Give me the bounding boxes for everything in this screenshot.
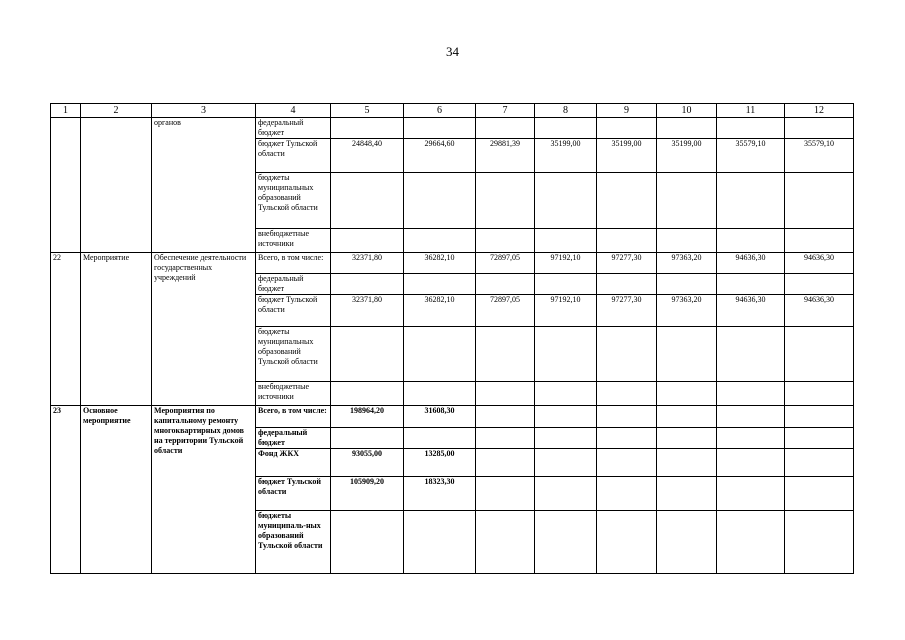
value-cell — [404, 428, 476, 449]
value-cell: 35579,10 — [785, 139, 854, 173]
value-cell — [657, 511, 717, 574]
value-cell — [331, 118, 404, 139]
value-cell — [331, 229, 404, 253]
value-cell — [331, 173, 404, 229]
funding-source-cell: бюджет Тульской области — [256, 477, 331, 511]
value-cell — [657, 449, 717, 477]
value-cell — [657, 428, 717, 449]
value-cell — [331, 382, 404, 406]
value-cell — [476, 449, 535, 477]
row-number-cell: 22 — [51, 253, 81, 406]
value-cell — [476, 229, 535, 253]
value-cell: 94636,30 — [717, 295, 785, 327]
value-cell — [476, 511, 535, 574]
value-cell — [717, 118, 785, 139]
value-cell — [404, 274, 476, 295]
value-cell — [657, 118, 717, 139]
value-cell — [535, 449, 597, 477]
value-cell — [785, 428, 854, 449]
value-cell: 72897,05 — [476, 295, 535, 327]
row-name-cell: органов — [152, 118, 256, 253]
col-header: 6 — [404, 104, 476, 118]
funding-source-cell: федеральный бюджет — [256, 428, 331, 449]
value-cell: 36282,10 — [404, 295, 476, 327]
value-cell — [785, 406, 854, 428]
value-cell — [717, 406, 785, 428]
funding-source-cell: Всего, в том числе: — [256, 406, 331, 428]
value-cell — [717, 274, 785, 295]
value-cell: 35199,00 — [597, 139, 657, 173]
value-cell — [597, 229, 657, 253]
value-cell: 97277,30 — [597, 253, 657, 274]
row-type-cell: Мероприятие — [81, 253, 152, 406]
value-cell: 18323,30 — [404, 477, 476, 511]
value-cell — [597, 511, 657, 574]
value-cell: 35199,00 — [657, 139, 717, 173]
value-cell: 94636,30 — [785, 253, 854, 274]
funding-source-cell: Фонд ЖКХ — [256, 449, 331, 477]
table-row — [51, 118, 854, 139]
col-header: 10 — [657, 104, 717, 118]
value-cell — [404, 118, 476, 139]
value-cell — [785, 118, 854, 139]
value-cell: 29881,39 — [476, 139, 535, 173]
value-cell — [404, 229, 476, 253]
value-cell: 31608,30 — [404, 406, 476, 428]
value-cell — [657, 382, 717, 406]
col-header: 3 — [152, 104, 256, 118]
value-cell: 94636,30 — [717, 253, 785, 274]
value-cell — [597, 449, 657, 477]
value-cell — [535, 428, 597, 449]
col-header: 8 — [535, 104, 597, 118]
value-cell — [535, 327, 597, 382]
value-cell — [597, 477, 657, 511]
value-cell — [404, 173, 476, 229]
value-cell — [535, 382, 597, 406]
value-cell — [717, 173, 785, 229]
value-cell — [597, 173, 657, 229]
value-cell: 24848,40 — [331, 139, 404, 173]
value-cell — [717, 449, 785, 477]
value-cell: 97363,20 — [657, 253, 717, 274]
value-cell: 36282,10 — [404, 253, 476, 274]
budget-table — [50, 103, 854, 574]
value-cell — [476, 327, 535, 382]
value-cell — [535, 477, 597, 511]
value-cell — [785, 382, 854, 406]
value-cell — [331, 274, 404, 295]
row-name-cell: Мероприятия по капитальному ремонту многоквартирных домов на территории Тульской области — [152, 406, 256, 574]
col-header: 5 — [331, 104, 404, 118]
funding-source-cell: бюджеты муниципальных образований Тульской области — [256, 327, 331, 382]
row-number-cell: 23 — [51, 406, 81, 574]
value-cell: 29664,60 — [404, 139, 476, 173]
value-cell — [331, 511, 404, 574]
value-cell — [657, 406, 717, 428]
value-cell — [717, 229, 785, 253]
value-cell: 35579,10 — [717, 139, 785, 173]
value-cell: 94636,30 — [785, 295, 854, 327]
table-row — [51, 253, 854, 274]
value-cell — [597, 428, 657, 449]
value-cell — [476, 274, 535, 295]
value-cell — [717, 428, 785, 449]
value-cell: 93055,00 — [331, 449, 404, 477]
funding-source-cell: федеральный бюджет — [256, 118, 331, 139]
value-cell — [331, 428, 404, 449]
value-cell — [657, 173, 717, 229]
value-cell: 32371,80 — [331, 295, 404, 327]
value-cell — [404, 511, 476, 574]
page-number: 34 — [446, 44, 459, 59]
value-cell — [331, 327, 404, 382]
col-header: 1 — [51, 104, 81, 118]
row-number-cell — [51, 118, 81, 253]
value-cell — [657, 327, 717, 382]
value-cell — [717, 477, 785, 511]
funding-source-cell: федеральный бюджет — [256, 274, 331, 295]
row-name-cell: Обеспечение деятельности государственных учреждений — [152, 253, 256, 406]
value-cell: 13285,00 — [404, 449, 476, 477]
value-cell — [785, 274, 854, 295]
value-cell — [535, 406, 597, 428]
funding-source-cell: Всего, в том числе: — [256, 253, 331, 274]
col-header: 2 — [81, 104, 152, 118]
value-cell: 97363,20 — [657, 295, 717, 327]
value-cell — [476, 382, 535, 406]
col-header: 7 — [476, 104, 535, 118]
value-cell — [785, 477, 854, 511]
value-cell: 105909,20 — [331, 477, 404, 511]
value-cell — [785, 173, 854, 229]
row-type-cell — [81, 118, 152, 253]
value-cell — [717, 327, 785, 382]
funding-source-cell: внебюджетные источники — [256, 229, 331, 253]
value-cell — [535, 511, 597, 574]
value-cell — [785, 229, 854, 253]
col-header: 11 — [717, 104, 785, 118]
value-cell: 72897,05 — [476, 253, 535, 274]
value-cell — [597, 406, 657, 428]
value-cell: 32371,80 — [331, 253, 404, 274]
table-row — [51, 406, 854, 428]
value-cell — [785, 327, 854, 382]
value-cell — [657, 477, 717, 511]
value-cell — [785, 449, 854, 477]
value-cell — [476, 428, 535, 449]
value-cell: 198964,20 — [331, 406, 404, 428]
value-cell — [476, 406, 535, 428]
value-cell — [476, 173, 535, 229]
value-cell — [404, 382, 476, 406]
value-cell: 97277,30 — [597, 295, 657, 327]
value-cell — [535, 118, 597, 139]
value-cell: 35199,00 — [535, 139, 597, 173]
value-cell — [597, 327, 657, 382]
col-header: 12 — [785, 104, 854, 118]
value-cell — [597, 382, 657, 406]
value-cell — [535, 229, 597, 253]
value-cell — [717, 511, 785, 574]
value-cell — [785, 511, 854, 574]
value-cell — [657, 229, 717, 253]
value-cell — [535, 274, 597, 295]
value-cell — [657, 274, 717, 295]
value-cell — [597, 274, 657, 295]
value-cell — [404, 327, 476, 382]
value-cell: 97192,10 — [535, 295, 597, 327]
funding-source-cell: внебюджетные источники — [256, 382, 331, 406]
value-cell — [476, 118, 535, 139]
col-header: 4 — [256, 104, 331, 118]
funding-source-cell: бюджет Тульской области — [256, 295, 331, 327]
funding-source-cell: бюджет Тульской области — [256, 139, 331, 173]
value-cell — [535, 173, 597, 229]
value-cell: 97192,10 — [535, 253, 597, 274]
funding-source-cell: бюджеты муниципаль-ных образований Тульской области — [256, 511, 331, 574]
value-cell — [717, 382, 785, 406]
row-type-cell: Основное мероприятие — [81, 406, 152, 574]
col-header: 9 — [597, 104, 657, 118]
column-number-row — [51, 104, 854, 118]
value-cell — [597, 118, 657, 139]
funding-source-cell: бюджеты муниципальных образований Тульской области — [256, 173, 331, 229]
value-cell — [476, 477, 535, 511]
